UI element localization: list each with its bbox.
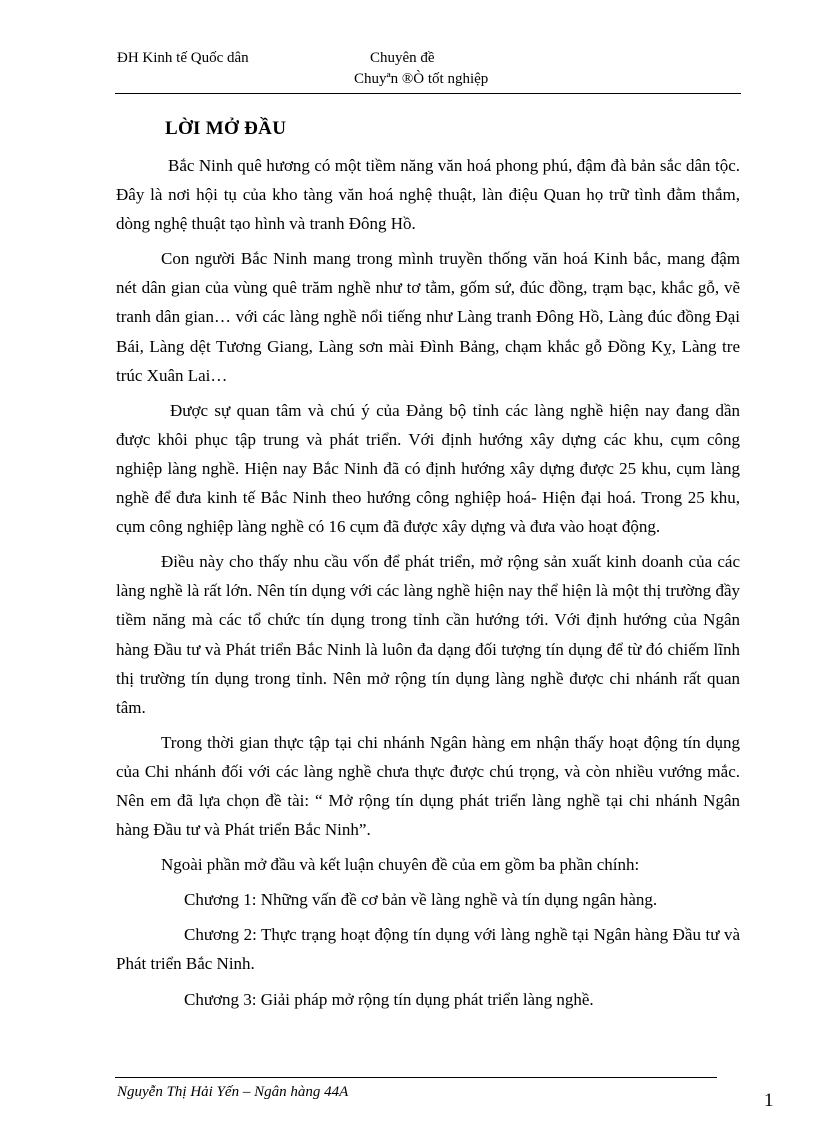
paragraph: Trong thời gian thực tập tại chi nhánh Ngân hàng em nhận thấy hoạt động tín dụng của Chi nhánh đối với các làng nghề chưa thực được chú trọng, và còn nhiều vướng mắc. Nên em đã lựa chọn đề tài: “ Mở rộng tín dụng phát triển làng nghề tại chi nhánh Ngân hàng Đầu tư và Phát triển Bắc Ninh”. (116, 732, 740, 840)
paragraph: Điều này cho thấy nhu cầu vốn để phát triển, mở rộng sản xuất kinh doanh của các làng nghề là rất lớn. Nên tín dụng với các làng nghề hiện nay thể hiện là một thị trường đầy tiềm năng mà các tổ chức tín dụng trong tỉnh cần hướng tới. Với định hướng của Ngân hàng Đầu tư và Phát triển Bắc Ninh là luôn đa dạng đối tượng tín dụng để từ đó chiếm lĩnh thị trường tín dụng trong tỉnh. Nên mở rộng tín dụng làng nghề được chi nhánh rất quan tâm. (116, 552, 740, 717)
paragraph: Được sự quan tâm và chú ý của Đảng bộ tỉnh các làng nghề hiện nay đang dần được khôi phục tập trung và phát triển. Với định hướng xây dựng các khu, cụm công nghiệp làng nghề. Hiện nay Bắc Ninh đã có định hướng xây dựng được 25 khu, cụm làng nghề để đưa kinh tế Bắc Ninh theo hướng công nghiệp hoá- Hiện đại hoá. Trong 25 khu, cụm công nghiệp làng nghề có 16 cụm đã được xây dựng và đưa vào hoạt động. (116, 400, 740, 537)
header-rule (115, 93, 741, 94)
paragraph: Bắc Ninh quê hương có một tiềm năng văn hoá phong phú, đậm đà bản sắc dân tộc. Đây là nơi hội tụ của kho tàng văn hoá nghệ thuật, làn điệu Quan họ trữ tình đằm thắm, dòng nghệ thuật tạo hình và tranh Đông Hồ. (116, 156, 740, 234)
page-number: 1 (764, 1090, 774, 1111)
page-title: LỜI MỞ ĐẦU (165, 118, 287, 139)
footer-author: Nguyễn Thị Hải Yến – Ngân hàng 44A (117, 1084, 349, 1100)
paragraph: Con người Bắc Ninh mang trong mình truyền thống văn hoá Kinh bắc, mang đậm nét dân gian của vùng quê trăm nghề như tơ tằm, gốm sứ, đúc đồng, trạm bạc, khắc gỗ, vẽ tranh dân gian… với các làng nghề nổi tiếng như Làng tranh Đông Hồ, Làng đúc đồng Đại Bái, Làng dệt Tương Giang, Làng sơn mài Đình Bảng, chạm khắc gỗ Đồng Kỵ, Làng tre trúc Xuân Lai… (116, 249, 740, 385)
footer-rule (115, 1077, 717, 1078)
chapter-item: Chương 1: Những vấn đề cơ bản về làng nghề và tín dụng ngân hàng. (184, 890, 658, 910)
chapter-item: Chương 2: Thực trạng hoạt động tín dụng với làng nghề tại Ngân hàng Đầu tư và Phát triển Bắc Ninh. (116, 925, 740, 974)
chapter-item: Chương 3: Giải pháp mở rộng tín dụng phát triển làng nghề. (184, 989, 594, 1009)
header-right-line1: Chuyên đề (370, 50, 435, 66)
header-left: ĐH Kinh tế Quốc dân (117, 50, 249, 66)
header-right-line2: Chuyªn ®Ò tốt nghiệp (354, 71, 489, 87)
paragraph: Ngoài phần mở đầu và kết luận chuyên đề của em gồm ba phần chính: (161, 855, 640, 875)
document-body (116, 151, 740, 1020)
